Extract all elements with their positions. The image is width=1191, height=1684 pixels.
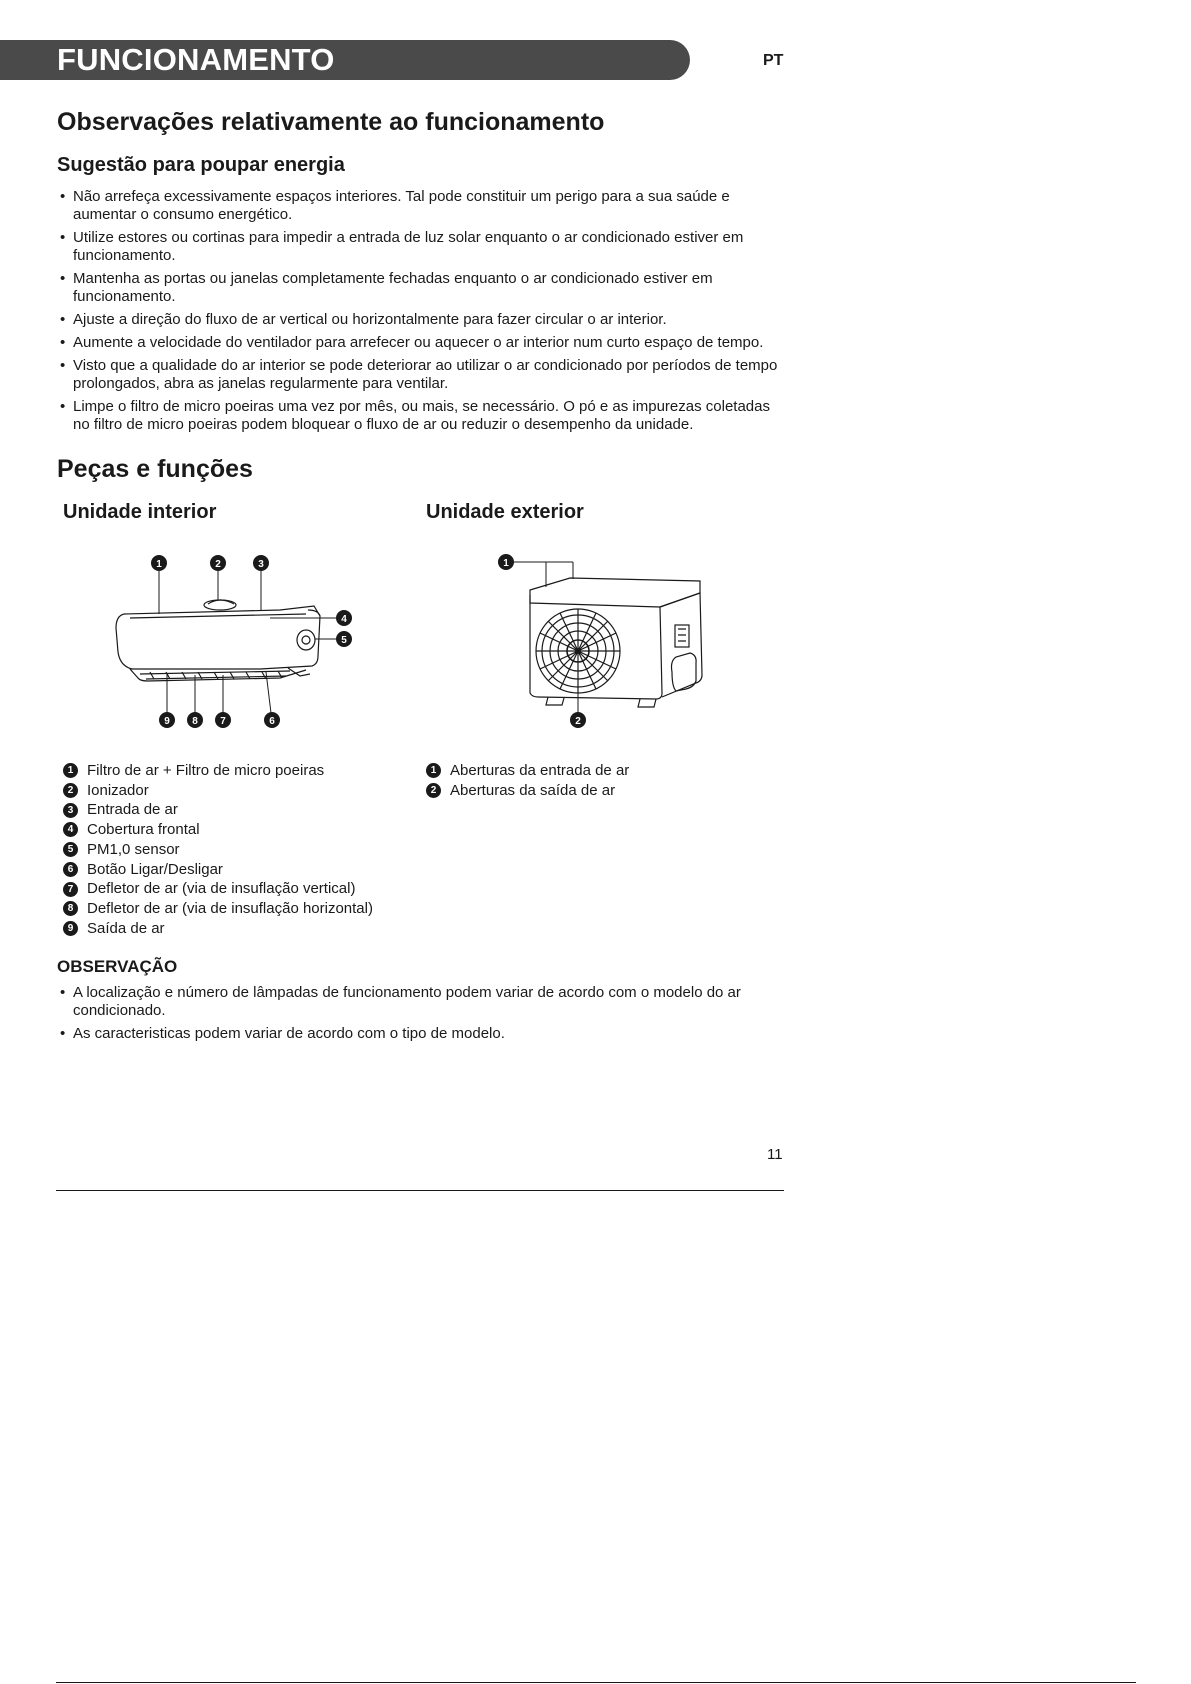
number-badge: 1 xyxy=(63,763,78,778)
list-item xyxy=(63,879,403,899)
outdoor-unit-illustration xyxy=(490,545,710,735)
svg-text:3: 3 xyxy=(258,559,264,570)
list-item xyxy=(63,919,403,939)
number-badge: 6 xyxy=(63,862,78,877)
part-label: Filtro de ar + Filtro de micro poeiras xyxy=(87,762,325,779)
list-item xyxy=(63,781,403,801)
number-badge: 2 xyxy=(63,783,78,798)
number-badge: 3 xyxy=(63,803,78,818)
svg-text:2: 2 xyxy=(215,559,221,570)
list-item xyxy=(63,761,403,781)
indoor-callouts xyxy=(151,555,352,728)
list-item: • Aumente a velocidade do ventilador para arrefecer ou aquecer o ar interior num curto espaço de tempo. xyxy=(57,334,787,352)
part-label: Aberturas da entrada de ar xyxy=(450,762,630,779)
number-badge: 4 xyxy=(63,822,78,837)
language-code: PT xyxy=(763,52,784,69)
list-item xyxy=(63,820,403,840)
indoor-unit-title: Unidade interior xyxy=(63,501,217,523)
svg-text:1: 1 xyxy=(503,558,509,569)
list-item xyxy=(426,781,766,801)
note-title: OBSERVAÇÃO xyxy=(57,957,178,976)
footer-divider xyxy=(56,1190,784,1191)
list-item xyxy=(63,860,403,880)
number-badge: 9 xyxy=(63,921,78,936)
outdoor-parts-legend xyxy=(426,761,766,800)
list-item: • Mantenha as portas ou janelas completamente fechadas enquanto o ar condicionado estiver em funcionamento. xyxy=(57,270,787,306)
page-header-title: FUNCIONAMENTO xyxy=(57,42,335,77)
list-item: • Ajuste a direção do fluxo de ar vertical ou horizontalmente para fazer circular o ar interior. xyxy=(57,311,787,329)
list-item: • A localização e número de lâmpadas de funcionamento podem variar de acordo com o modelo do ar condicionado. xyxy=(57,984,787,1020)
svg-text:1: 1 xyxy=(156,559,162,570)
number-badge: 8 xyxy=(63,901,78,916)
list-item xyxy=(63,899,403,919)
number-badge: 2 xyxy=(426,783,441,798)
list-item: • Utilize estores ou cortinas para impedir a entrada de luz solar enquanto o ar condicionado estiver em funcionamento. xyxy=(57,229,787,265)
svg-text:5: 5 xyxy=(341,635,347,646)
part-label: Saída de ar xyxy=(87,919,165,937)
list-item: • Visto que a qualidade do ar interior se pode deteriorar ao utilizar o ar condicionado por períodos de tempo prolongados, abra as janelas regularmente para ventilar. xyxy=(57,357,787,393)
number-badge: 5 xyxy=(63,842,78,857)
bottom-divider xyxy=(56,1682,1136,1683)
indoor-parts-legend xyxy=(63,761,403,938)
part-label: Defletor de ar (via de insuflação horizontal) xyxy=(87,899,373,917)
svg-text:8: 8 xyxy=(192,716,198,727)
part-label: Botão Ligar/Desligar xyxy=(87,860,223,878)
page-number: 11 xyxy=(767,1146,783,1163)
energy-tips-list xyxy=(57,188,787,439)
part-label: PM1,0 sensor xyxy=(87,840,180,858)
number-badge: 1 xyxy=(426,763,441,778)
section-title-pecas: Peças e funções xyxy=(57,455,253,483)
indoor-unit-illustration xyxy=(110,548,370,733)
section-title-observacoes: Observações relativamente ao funcionamento xyxy=(57,108,605,136)
svg-text:2: 2 xyxy=(575,716,581,727)
list-item: • Não arrefeça excessivamente espaços interiores. Tal pode constituir um perigo para a sua saúde e aumentar o consumo energético. xyxy=(57,188,787,224)
svg-text:9: 9 xyxy=(164,716,170,727)
list-item: • Limpe o filtro de micro poeiras uma vez por mês, ou mais, se necessário. O pó e as impurezas coletadas no filtro de micro poeiras podem bloquear o fluxo de ar ou reduzir o desempenho da unidade. xyxy=(57,398,787,434)
svg-text:6: 6 xyxy=(269,716,275,727)
part-label: Defletor de ar (via de insuflação vertical) xyxy=(87,880,356,898)
list-item xyxy=(426,761,766,781)
part-label: Aberturas da saída de ar xyxy=(450,781,616,799)
part-label: Ionizador xyxy=(87,781,149,799)
svg-text:4: 4 xyxy=(341,614,347,625)
svg-text:7: 7 xyxy=(220,716,226,727)
outdoor-unit-title: Unidade exterior xyxy=(426,501,584,523)
list-item xyxy=(63,840,403,860)
part-label: Entrada de ar xyxy=(87,801,178,819)
list-item: • As caracteristicas podem variar de acordo com o tipo de modelo. xyxy=(57,1025,787,1043)
subsection-title-energy: Sugestão para poupar energia xyxy=(57,154,345,176)
part-label: Cobertura frontal xyxy=(87,821,200,839)
note-list xyxy=(57,984,787,1048)
number-badge: 7 xyxy=(63,882,78,897)
list-item xyxy=(63,800,403,820)
